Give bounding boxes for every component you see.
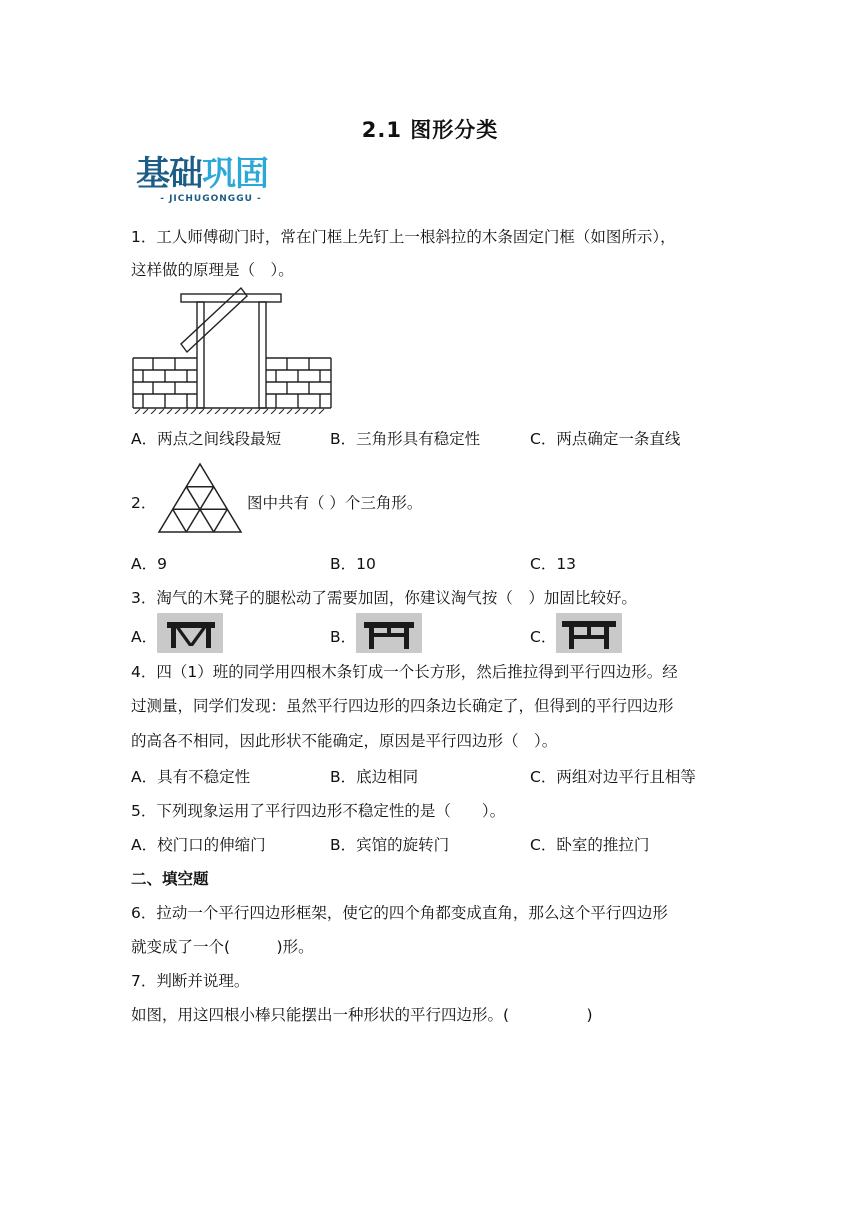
q3-option-b-stool-image[interactable]: [356, 613, 422, 653]
q2-option-a[interactable]: A．9: [131, 555, 167, 573]
q1-line1: 1．工人师傅砌门时，常在门框上先钉上一根斜拉的木条固定门框（如图所示），: [131, 228, 676, 246]
q4-line1: 4．四（1）班的同学用四根木条钉成一个长方形，然后推拉得到平行四边形。经: [131, 663, 678, 681]
section-banner: [136, 154, 286, 208]
section-fill-in-heading: 二、填空题: [131, 870, 209, 888]
q5-option-b[interactable]: B．宾馆的旋转门: [330, 836, 450, 854]
banner-subtitle: - JICHUGONGGU -: [160, 194, 262, 204]
q3-option-c-label[interactable]: C．: [530, 628, 557, 646]
q4-line2: 过测量，同学们发现：虽然平行四边形的四条边长确定了，但得到的平行四边形: [131, 697, 674, 715]
q4-option-c[interactable]: C．两组对边平行且相等: [530, 768, 696, 786]
q4-option-a[interactable]: A．具有不稳定性: [131, 768, 251, 786]
q2-option-b[interactable]: B．10: [330, 555, 376, 573]
q3-option-c-stool-image[interactable]: [556, 613, 622, 653]
page-title: 2.1 图形分类: [361, 118, 499, 142]
door-frame-illustration: [131, 286, 335, 414]
q3-option-a-stool-image[interactable]: [157, 613, 223, 653]
q5-text: 5．下列现象运用了平行四边形不稳定性的是（ ）。: [131, 802, 506, 820]
q1-option-a[interactable]: A．两点之间线段最短: [131, 430, 282, 448]
q7-line2: 如图，用这四根小棒只能摆出一种形状的平行四边形。( ): [131, 1006, 593, 1024]
q6-line1: 6．拉动一个平行四边形框架，使它的四个角都变成直角，那么这个平行四边形: [131, 904, 668, 922]
q1-option-b[interactable]: B．三角形具有稳定性: [330, 430, 481, 448]
q4-line3: 的高各不相同，因此形状不能确定，原因是平行四边形（ ）。: [131, 732, 558, 750]
triangle-figure: [157, 462, 243, 534]
q4-option-b[interactable]: B．底边相同: [330, 768, 419, 786]
banner-heading: [136, 154, 286, 194]
q2-text: 图中共有（ ）个三角形。: [247, 494, 423, 512]
q3-text: 3．淘气的木凳子的腿松动了需要加固，你建议淘气按（ ）加固比较好。: [131, 589, 637, 607]
q5-option-a[interactable]: A．校门口的伸缩门: [131, 836, 266, 854]
q2-number: 2．: [131, 494, 157, 512]
q3-option-b-label[interactable]: B．: [330, 628, 357, 646]
banner-heading-part2: 巩固: [202, 154, 268, 194]
q6-line2: 就变成了一个( )形。: [131, 938, 314, 956]
q1-option-c[interactable]: C．两点确定一条直线: [530, 430, 681, 448]
q7-line1: 7．判断并说理。: [131, 972, 250, 990]
q5-option-c[interactable]: C．卧室的推拉门: [530, 836, 650, 854]
q1-line2: 这样做的原理是（ ）。: [131, 261, 294, 279]
q3-option-a-label[interactable]: A．: [131, 628, 158, 646]
banner-heading-part1: 基础: [136, 154, 202, 194]
q2-option-c[interactable]: C．13: [530, 555, 577, 573]
